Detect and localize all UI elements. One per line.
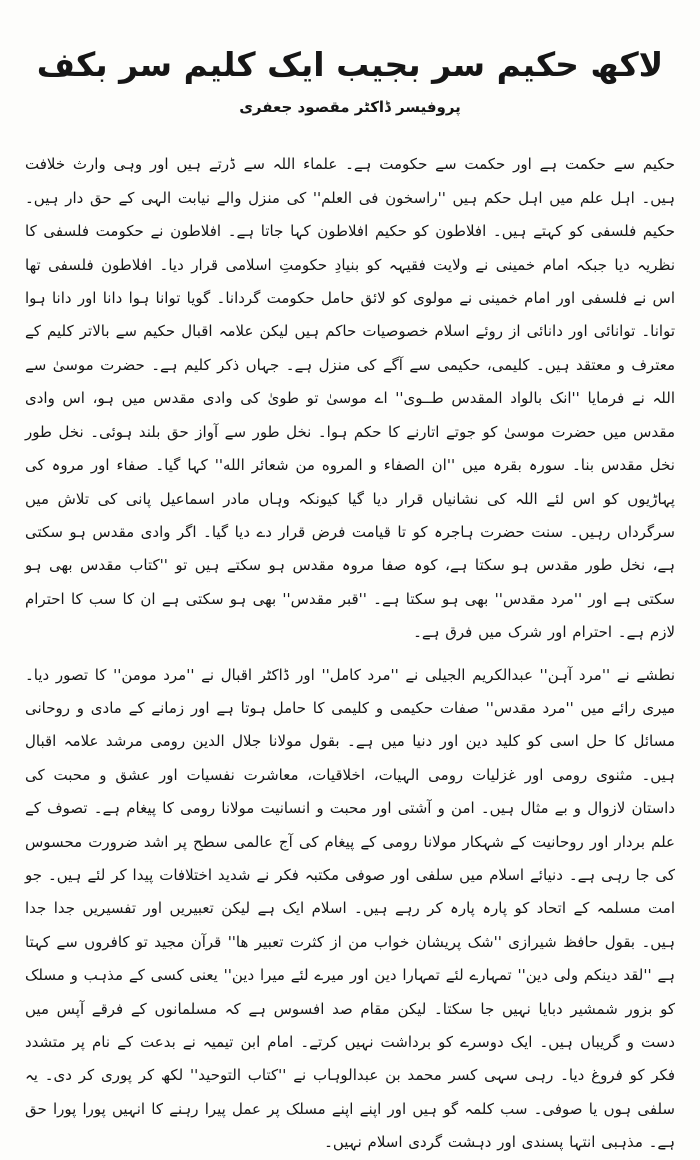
paragraph-2: نطشے نے ''مرد آہن'' عبدالکریم الجیلی نے ''مرد کامل'' اور ڈاکٹر اقبال نے ''مرد مومن'' کا تصور دیا۔ میری رائے میں ''مرد مقدس'' صفات حکیمی و کلیمی کا حامل ہوتا ہے اور زمانے کے مادی و روحانی مسائل کا حل اسی کو کلید دین اور دنیا میں ہے۔ بقول مولانا جلال الدین رومی مرشد علامہ اقبال ہیں۔ مثنوی رومی اور غزلیات رومی الہیات، اخلاقیات، معاشرت نفسیات اور عشق و محبت کی داستان لازوال و بے مثال ہیں۔ امن و آشتی اور محبت و انسانیت مولانا رومی کا پیغام ہے۔ تصوف کے علم بردار اور روحانیت کے شہکار مولانا رومی کے پیغام کی آج عالمی سطح پر اشد ضرورت محسوس کی جا رہی ہے۔ دنیائے اسلام میں سلفی اور صوفی مکتبہ فکر نے شدید اختلافات پیدا کر لئے ہیں۔ جو امت مسلمہ کے اتحاد کو پارہ پارہ کر رہے ہیں۔ اسلام ایک ہے لیکن تعبیریں اور تفسیریں جدا جدا ہیں۔ بقول حافظ شیرازی ''شک پریشان خواب من از کثرت تعبیر ها'' قرآن مجید تو کافروں سے کہتا ہے ''لقد دینکم ولی دین'' تمہارے لئے تمہارا دین اور میرے لئے میرا دین'' یعنی کسی کے مذہب و مسلک کو بزور شمشیر دبایا نہیں جا سکتا۔ لیکن مقام صد افسوس ہے کہ مسلمانوں کے فرقے آپس میں دست و گریباں ہیں۔ ایک دوسرے کو برداشت نہیں کرتے۔ امام ابن تیمیہ نے بدعت کے نام پر متشدد فکر کو فروغ دیا۔ رہی سہی کسر محمد بن عبدالوہاب نے ''کتاب التوحید'' لکھ کر پوری کر دی۔ یہ سلفی ہوں یا صوفی۔ سب کلمہ گو ہیں اور اپنے اپنے مسلک پر عمل پیرا رہنے کا انہیں پورا پورا حق ہے۔ مذہبی انتہا پسندی اور دہشت گردی اسلام نہیں۔ — [25, 665, 675, 1152]
page-title: لاکھ حکیم سر بجیب ایک کلیم سر بکف — [36, 45, 664, 84]
author-byline: پروفیسر ڈاکٹر مقصود جعفری — [239, 98, 461, 117]
article-body — [25, 148, 675, 1159]
paragraph-1: حکیم سے حکمت ہے اور حکمت سے حکومت ہے۔ علماء اللہ سے ڈرتے ہیں اور وہی وارث خلافت ہیں۔ اہل علم میں اہل حکم ہیں ''راسخون فی العلم'' کی منزل والے نیابت الہی کے حق دار ہیں۔ حکیم فلسفی کو کہتے ہیں۔ افلاطون کو حکیم افلاطون کہا جاتا ہے۔ افلاطون نے حکومت فلسفی کا نظریہ دیا جبکہ امام خمینی نے ولایت فقیہہ کو بنیادِ حکومتِ اسلامی قرار دیا۔ افلاطون فلسفی تھا اس نے فلسفی اور امام خمینی نے مولوی کو لائق حامل حکومت گردانا۔ گویا توانا ہوا دانا اور دانا ہوا توانا۔ توانائی اور دانائی از روئے اسلام خصوصیات حاکم ہیں لیکن علامہ اقبال حکیم سے بالاتر کلیم کے معترف و معتقد ہیں۔ کلیمی، حکیمی سے آگے کی منزل ہے۔ جہاں ذکر کلیم ہے۔ حضرت موسیٰ سے اللہ نے فرمایا ''انک بالواد المقدس طــوی'' اے موسیٰ تو طویٰ کی وادی مقدس میں ہو، اس وادی مقدس میں حضرت موسیٰ کو جوتے اتارنے کا حکم ہوا۔ نخل طور سے آواز حق بلند ہوئی۔ نخل طور نخل مقدس بنا۔ سورہ بقرہ میں ''ان الصفاء و المروه من شعائر الله'' کہا گیا۔ صفاء اور مروہ کی پہاڑیوں کو اس لئے اللہ کی نشانیاں قرار دیا گیا کیونکہ وہاں مادر اسماعیل پانی کی تلاش میں سرگرداں رہیں۔ سنت حضرت ہاجرہ کو تا قیامت فرض قرار دے دیا گیا۔ اگر وادی مقدس ہو سکتی ہے، نخل طور مقدس ہو سکتا ہے، کوہ صفا مروہ مقدس ہو سکتے ہیں تو ''کتاب مقدس بھی ہو سکتی ہے اور ''مرد مقدس'' بھی ہو سکتا ہے۔ ''قبر مقدس'' بھی ہو سکتی ہے ان کا سب کا احترام لازم ہے۔ احترام اور شرک میں فرق ہے۔ — [25, 155, 675, 642]
